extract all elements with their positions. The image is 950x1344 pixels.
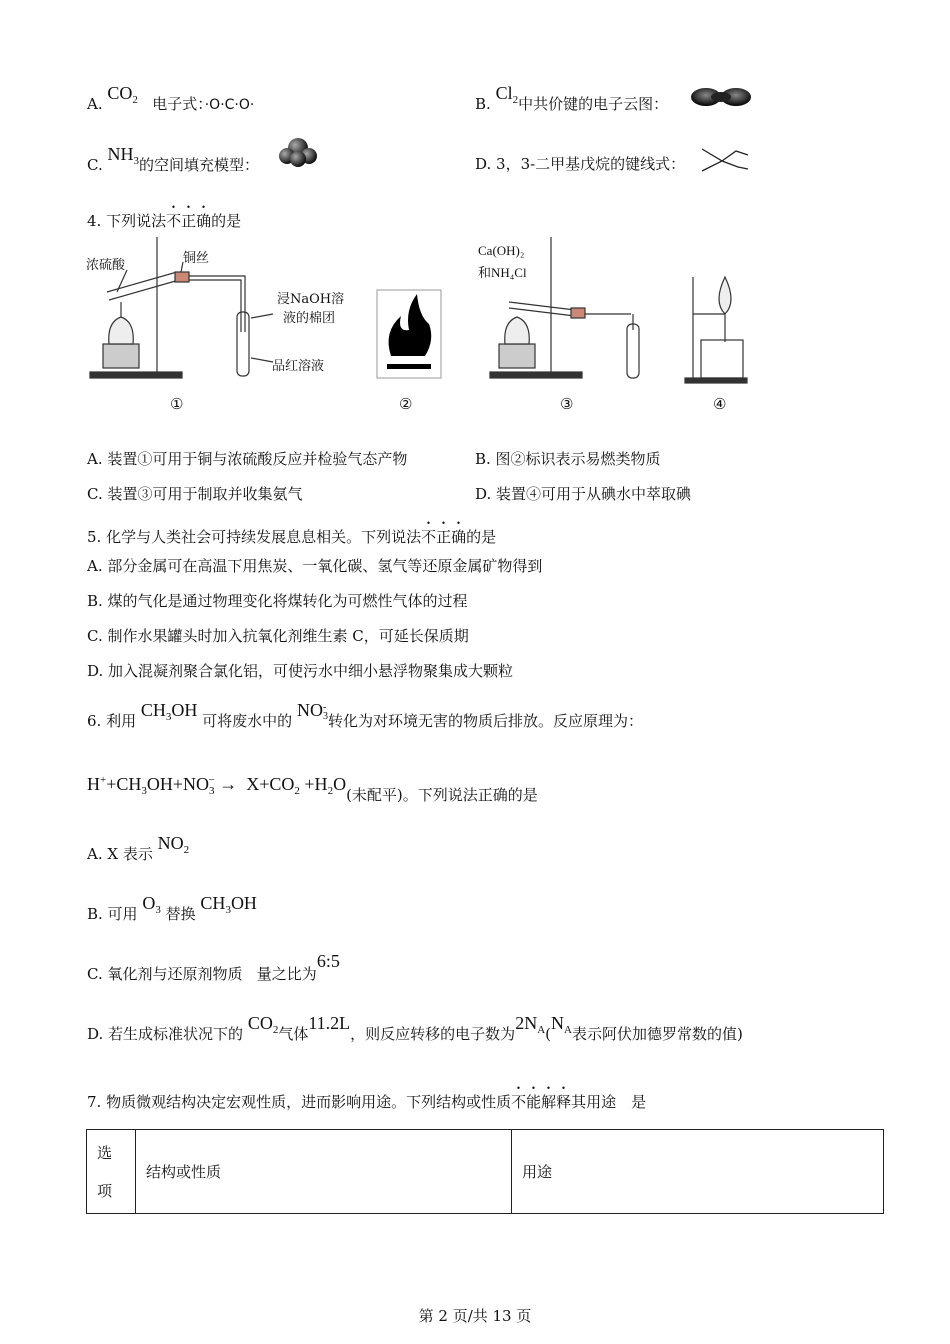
q6-option-a: A. X 表示 $NO_2$ [87,833,190,863]
label-conc-sulfuric-acid: 浓硫酸 [86,258,126,273]
q6-stem: 6. 利用 $CH_3OH$ 可将废水中的 NO - 3 转化为对环境无害的物质后排放。反应原理为： [87,700,643,730]
q7-table [86,1129,884,1214]
q3-option-d: D. 3，3-二甲基戊烷的键线式： [475,155,686,173]
fig-label-2: ② [399,395,413,413]
q6-equation: $H^++CH_3OH+NO_3^- \to X+CO_2 +H_2O$(未配平)。下列说法正确的是 [87,774,538,804]
skeletal-formula-icon [700,145,750,173]
q4-option-a: A. 装置①可用于铜与浓硫酸反应并检验气态产物 [87,450,408,468]
q6-option-b: B. 可用 $O_3$ 替换 $CH_3OH$ [87,893,257,923]
co2-electron-formula: ·O·C·O· [204,97,255,113]
label-pinhong-solution: 品红溶液 [272,359,325,374]
q4-stem: 4. 下列说法不正确的是 [87,212,242,230]
q6-option-c: C. 氧化剂与还原剂物质 量之比为6:5 [87,951,340,983]
table-header-row [87,1130,884,1214]
page-footer: 第 2 页/共 13 页 [418,1307,532,1325]
q5-option-a: A. 部分金属可在高温下用焦炭、一氧化碳、氢气等还原金属矿物得到 [87,557,543,575]
q5-option-c: C. 制作水果罐头时加入抗氧化剂维生素 C，可延长保质期 [87,627,469,645]
q4-option-d: D. 装置④可用于从碘水中萃取碘 [475,485,692,503]
fig-label-3: ③ [560,395,574,413]
q4-option-b: B. 图②标识表示易燃类物质 [475,450,661,468]
q6-option-d: D. 若生成标准状况下的 $CO_2$气体11.2L，则反应转移的电子数为$2N_A(N_A$表示阿伏加德罗常数的值) [87,1013,743,1043]
label-nh4cl: 和NH₄Cl [478,265,527,280]
fig-label-1: ① [170,395,184,413]
electron-cloud-icon [690,86,752,108]
label-caoh2: Ca(OH)₂ [478,243,525,258]
q7-stem: 7. 物质微观结构决定宏观性质，进而影响用途。下列结构或性质不能解释其用途 是 [87,1093,647,1111]
q3-option-b: B. $Cl_2$中共价键的电子云图： [475,83,669,113]
q3-option-a: A. $CO_2$ 电子式：·O·C·O· [87,83,255,113]
fig-label-4: ④ [713,395,727,413]
label-copper-wire: 铜丝 [183,251,210,266]
label-naoh-cotton-1: 浸NaOH溶 [277,292,345,307]
q5-option-b: B. 煤的气化是通过物理变化将煤转化为可燃性气体的过程 [87,592,468,610]
q3-option-c: C. $NH_3$的空间填充模型： [87,144,260,174]
header-structure: 结构或性质 [136,1130,512,1214]
q5-option-d: D. 加入混凝剂聚合氯化铝，可使污水中细小悬浮物聚集成大颗粒 [87,662,514,680]
label-naoh-cotton-2: 液的棉团 [283,311,336,326]
nh3-space-filling-icon [278,136,318,168]
header-use: 用途 [512,1130,884,1214]
header-option: 选 项 [87,1130,136,1214]
q5-stem: 5. 化学与人类社会可持续发展息息相关。下列说法不正确的是 [87,528,497,546]
q4-option-c: C. 装置③可用于制取并收集氨气 [87,485,303,503]
